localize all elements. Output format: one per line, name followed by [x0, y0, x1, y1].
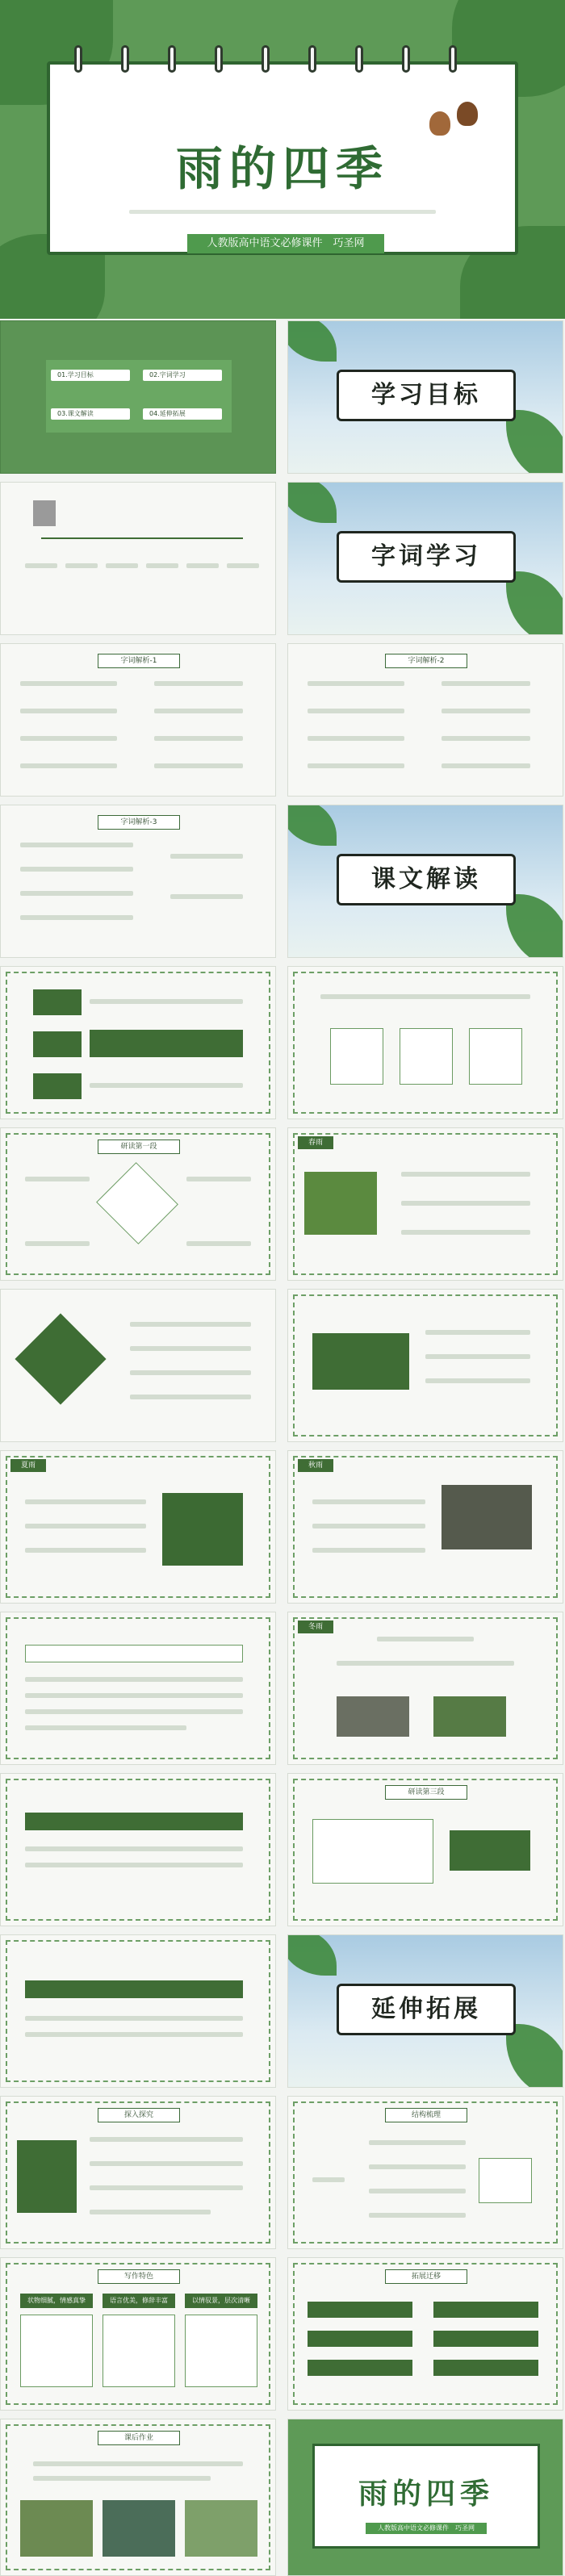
discussion-slide[interactable] — [0, 1612, 276, 1765]
toc-slide[interactable] — [0, 320, 276, 474]
owl-icon — [429, 111, 450, 136]
leaf-decoration — [506, 410, 563, 474]
extension-question-slide[interactable] — [0, 1934, 276, 2088]
closing-slide[interactable] — [287, 2419, 563, 2576]
binder-ring-icon — [121, 45, 129, 73]
slide-heading: 拓展迁移 — [385, 2269, 467, 2284]
analysis-slide[interactable] — [287, 1289, 563, 1442]
winter-photo — [433, 1696, 506, 1737]
section-slide-goals[interactable] — [287, 320, 563, 474]
season-tag: 冬雨 — [298, 1620, 333, 1633]
homework-photo — [103, 2500, 175, 2557]
season-tag: 夏雨 — [10, 1459, 46, 1472]
slide-heading: 探入探究 — [98, 2108, 180, 2122]
leaf-decoration — [506, 894, 563, 958]
overview-slide[interactable] — [287, 966, 563, 1119]
cover-card — [47, 61, 518, 255]
binder-ring-icon — [262, 45, 270, 73]
leaf-decoration — [287, 805, 337, 846]
summer-photo — [162, 1493, 243, 1566]
slide-heading: 结构梳理 — [385, 2108, 467, 2122]
binder-ring-icon — [215, 45, 223, 73]
question-slide[interactable] — [0, 1289, 276, 1442]
section-title: 课文解读 — [337, 854, 516, 905]
reading-slide-1[interactable] — [0, 1127, 276, 1281]
binder-ring-icon — [74, 45, 82, 73]
writing-features-slide[interactable] — [0, 2257, 276, 2411]
structure-outline-slide[interactable] — [287, 2096, 563, 2249]
homework-photo — [20, 2500, 93, 2557]
slide-heading: 研读第一段 — [98, 1140, 180, 1154]
winter-photo — [337, 1696, 409, 1737]
preview-inquiry-slide[interactable] — [0, 2096, 276, 2249]
season-tag: 春雨 — [298, 1136, 333, 1149]
homework-photo — [185, 2500, 257, 2557]
slide-heading: 字词解析-2 — [385, 654, 467, 668]
toc-item[interactable]: 03.课文解读 — [51, 408, 130, 420]
cover-title: 雨的四季 — [175, 141, 389, 196]
toc-item[interactable]: 02.字词学习 — [143, 370, 222, 381]
feature-label: 以情驭景，层次清晰 — [185, 2294, 257, 2308]
binder-ring-icon — [168, 45, 176, 73]
structure-slide[interactable] — [0, 966, 276, 1119]
leaf-decoration — [287, 482, 337, 523]
slide-heading: 字词解析-3 — [98, 815, 180, 830]
spring-slide[interactable] — [287, 1127, 563, 1281]
toc-item[interactable]: 04.延伸拓展 — [143, 408, 222, 420]
section-title: 字词学习 — [337, 531, 516, 583]
spring-photo — [304, 1172, 377, 1235]
binder-ring-icon — [402, 45, 410, 73]
winter-slide[interactable] — [287, 1612, 563, 1765]
leaf-decoration — [506, 2024, 563, 2088]
reading-slide-2[interactable] — [0, 1773, 276, 1926]
binder-ring-icon — [308, 45, 316, 73]
slide-heading: 研读第三段 — [385, 1785, 467, 1800]
owl-icon — [457, 102, 478, 126]
season-tag: 秋雨 — [298, 1459, 333, 1472]
reading-slide-3[interactable] — [287, 1773, 563, 1926]
slide-heading: 课后作业 — [98, 2431, 180, 2445]
vocab-slide-2[interactable] — [287, 643, 563, 797]
leaf-decoration — [287, 320, 337, 362]
section-slide-extend[interactable] — [287, 1934, 563, 2088]
author-slide[interactable] — [0, 482, 276, 635]
cover-slide[interactable] — [0, 0, 565, 319]
autumn-photo — [442, 1485, 532, 1549]
homework-slide[interactable] — [0, 2419, 276, 2576]
leaf-decoration — [506, 571, 563, 635]
toc-item[interactable]: 01.学习目标 — [51, 370, 130, 381]
section-title: 延伸拓展 — [337, 1984, 516, 2035]
feature-label: 语言优美，修辞丰富 — [103, 2294, 175, 2308]
closing-tagline: 人教版高中语文必修课件 巧圣网 — [366, 2523, 487, 2534]
cover-desc-text — [123, 208, 442, 216]
section-slide-reading[interactable] — [287, 805, 563, 958]
slide-heading: 字词解析-1 — [98, 654, 180, 668]
vocab-slide-3[interactable] — [0, 805, 276, 958]
summer-slide[interactable] — [0, 1450, 276, 1604]
feature-label: 状物细腻，情感真挚 — [20, 2294, 93, 2308]
closing-title: 雨的四季 — [358, 2477, 494, 2511]
leaf-decoration — [287, 1934, 337, 1976]
section-slide-words[interactable] — [287, 482, 563, 635]
vocab-slide-1[interactable] — [0, 643, 276, 797]
binder-ring-icon — [355, 45, 363, 73]
cover-tagline: 人教版高中语文必修课件 巧圣网 — [187, 234, 384, 253]
author-portrait — [33, 500, 56, 526]
binder-ring-icon — [449, 45, 457, 73]
section-title: 学习目标 — [337, 370, 516, 421]
autumn-slide[interactable] — [287, 1450, 563, 1604]
slide-heading: 写作特色 — [98, 2269, 180, 2284]
summary-slide[interactable] — [287, 2257, 563, 2411]
